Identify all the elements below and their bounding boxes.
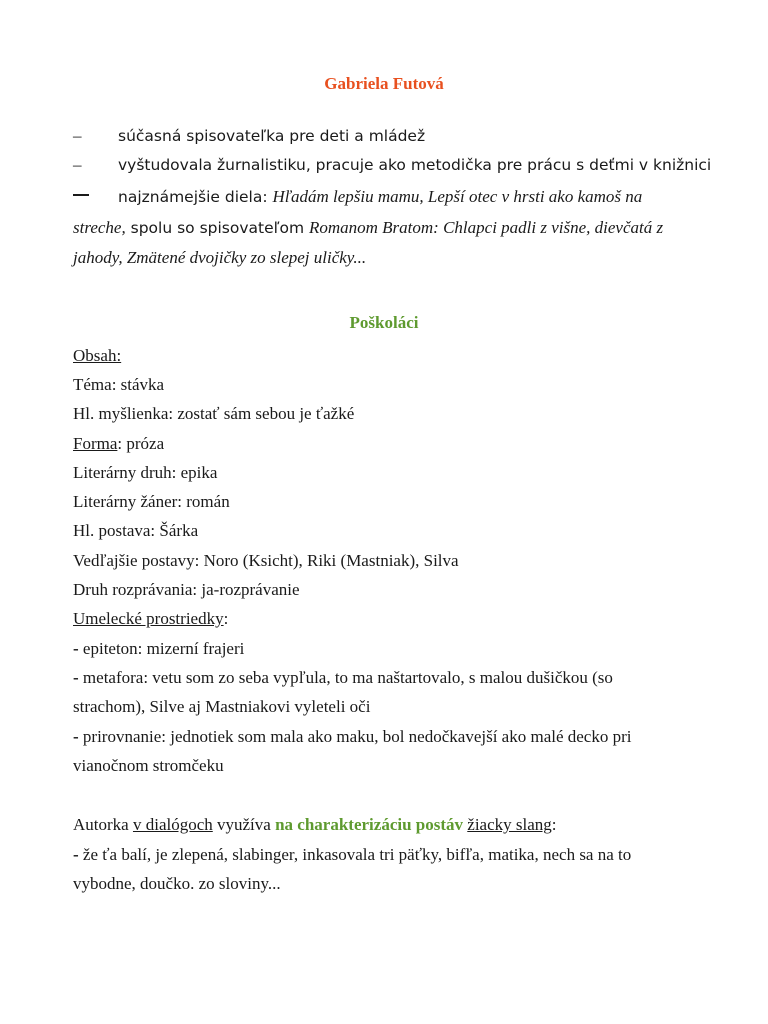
genre-kind-line: Literárny druh: epika [73, 463, 218, 482]
works-line-3 [73, 248, 366, 268]
book-title: Poškoláci [349, 313, 419, 332]
epithet-line: - epiteton: mizerní frajeri [73, 639, 245, 658]
works-with-text: spolu so spisovateľom [125, 219, 309, 237]
works-line-1 [118, 187, 642, 207]
form-value: : próza [117, 434, 165, 453]
devices-colon: : [223, 609, 229, 628]
works-line-2 [73, 218, 663, 238]
closing-colon: : [551, 815, 557, 834]
narration-line: Druh rozprávania: ja-rozprávanie [73, 580, 300, 599]
metaphor-line-1: - metafora: vetu som zo seba vypľula, to ma naštartovalo, s malou dušičkou (so [73, 668, 613, 687]
main-character-line: Hl. postava: Šárka [73, 521, 199, 540]
author-bullet-1: súčasná spisovateľka pre deti a mládež [118, 127, 426, 145]
simile-line-2: vianočnom stromčeku [73, 756, 224, 775]
works-coauthor: Romanom Bratom: Chlapci padli z višne, dievčatá z [308, 218, 664, 237]
side-characters-line: Vedľajšie postavy: Noro (Ksicht), Riki (Mastniak), Silva [73, 551, 459, 570]
dash-bullet: – [73, 126, 82, 145]
slang-line-2: vybodne, doučko. zo sloviny... [73, 874, 281, 893]
works-label: najznámejšie diela: [118, 188, 273, 206]
theme-line: Téma: stávka [73, 375, 165, 394]
form-label: Forma [73, 434, 118, 453]
closing-dialogues: v dialógoch [132, 815, 213, 834]
works-titles-3: jahody, Zmätené dvojičky zo slepej uličky... [73, 248, 367, 267]
slang-line-1: - že ťa balí, je zlepená, slabinger, inkasovala tri päťky, bifľa, matika, nech sa na to [73, 845, 632, 864]
form-line [73, 434, 164, 454]
content-label: Obsah: [73, 346, 122, 365]
metaphor-line-2: strachom), Silve aj Mastniakovi vyleteli oči [73, 697, 371, 716]
emdash-bullet [73, 194, 89, 196]
simile-line-1: - prirovnanie: jednotiek som mala ako maku, bol nedočkavejší ako malé decko pri [73, 727, 632, 746]
dash-bullet: – [73, 155, 82, 174]
works-titles-1: Hľadám lepšiu mamu, Lepší otec v hrsti ako kamoš na [272, 187, 643, 206]
genre-line: Literárny žáner: román [73, 492, 230, 511]
devices-label: Umelecké prostriedky [73, 609, 224, 628]
devices-line [73, 609, 228, 629]
closing-paragraph [73, 815, 557, 835]
author-bullet-2: vyštudovala žurnalistiku, pracuje ako metodička pre prácu s deťmi v knižnici [118, 156, 712, 174]
closing-slang: žiacky slang [467, 815, 552, 834]
works-titles-2: streche, [73, 218, 126, 237]
closing-text: využíva [212, 815, 276, 834]
author-heading: Gabriela Futová [324, 74, 444, 93]
main-idea-line: Hl. myšlienka: zostať sám sebou je ťažké [73, 404, 355, 423]
closing-characterization: na charakterizáciu postáv [275, 815, 464, 834]
closing-text: Autorka [73, 815, 133, 834]
